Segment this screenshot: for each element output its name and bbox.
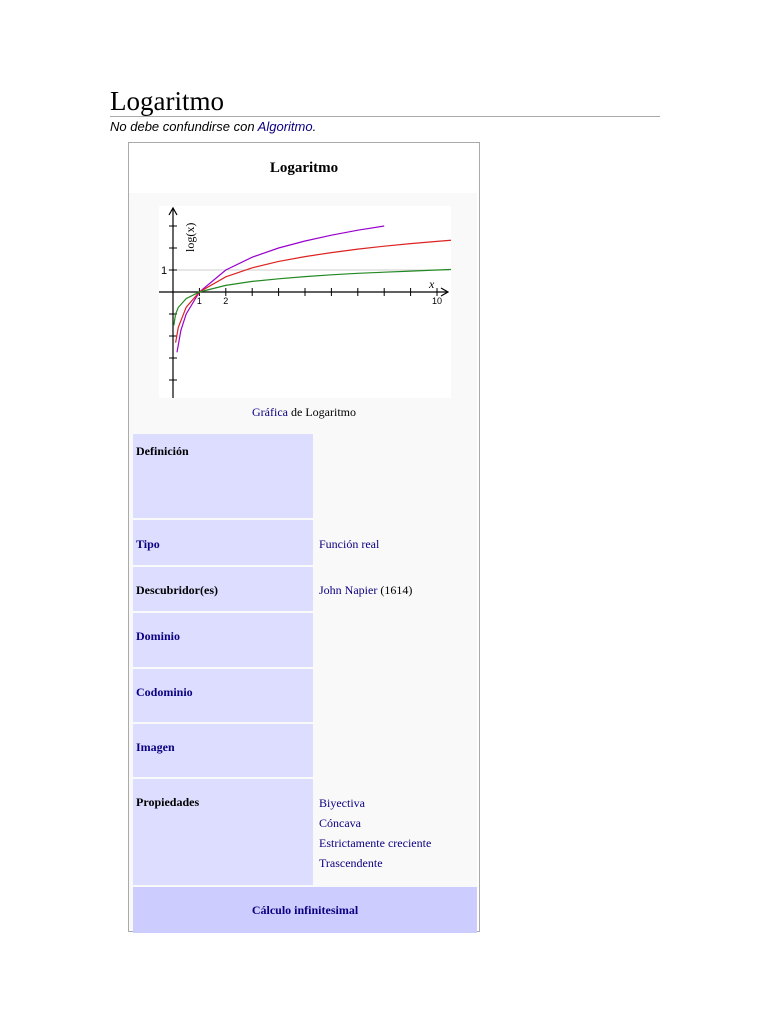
imagen-link[interactable]: Imagen bbox=[136, 740, 175, 754]
image-caption bbox=[129, 405, 479, 420]
curve-base-e bbox=[176, 239, 451, 342]
calculo-infinitesimal-header[interactable] bbox=[133, 887, 477, 933]
concava-link[interactable]: Cóncava bbox=[319, 816, 361, 830]
logarithm-graph[interactable] bbox=[159, 206, 451, 398]
row-value-propiedades bbox=[316, 779, 475, 885]
curve-base-2 bbox=[177, 226, 384, 352]
row-label-imagen[interactable] bbox=[133, 724, 313, 777]
codominio-link[interactable]: Codominio bbox=[136, 685, 193, 699]
biyectiva-link[interactable]: Biyectiva bbox=[319, 796, 365, 810]
hatnote bbox=[110, 119, 316, 135]
calculo-infinitesimal-link[interactable]: Cálculo infinitesimal bbox=[251, 902, 359, 917]
row-label-descubridor: Descubridor(es) bbox=[133, 567, 313, 611]
row-value-dominio bbox=[316, 613, 475, 667]
chart-axes bbox=[159, 208, 449, 398]
row-label-tipo[interactable] bbox=[133, 520, 313, 565]
page-title: Logaritmo bbox=[110, 86, 224, 116]
caption-rest: de Logaritmo bbox=[288, 405, 356, 419]
row-value-descubridor bbox=[316, 567, 475, 611]
y-tick-label: 1 bbox=[161, 265, 168, 277]
chart-curves bbox=[174, 226, 451, 352]
row-value-imagen bbox=[316, 724, 475, 777]
row-value-tipo bbox=[316, 520, 475, 565]
row-value-codominio bbox=[316, 669, 475, 722]
x-tick-label: 1 bbox=[196, 296, 202, 306]
row-label-definicion: Definición bbox=[133, 434, 313, 518]
tipo-link[interactable]: Tipo bbox=[136, 537, 160, 551]
hatnote-suffix: . bbox=[312, 119, 317, 134]
row-label-dominio[interactable] bbox=[133, 613, 313, 667]
curve-base-10 bbox=[174, 269, 451, 325]
y-axis-label: log(x) bbox=[183, 222, 197, 252]
dominio-link[interactable]: Dominio bbox=[136, 629, 181, 643]
row-value-definicion bbox=[316, 434, 475, 518]
john-napier-link[interactable]: John Napier bbox=[319, 583, 378, 597]
logarithm-chart bbox=[159, 206, 451, 398]
chart-labels bbox=[161, 223, 442, 306]
x-axis-label: x bbox=[429, 277, 435, 291]
estrictamente-creciente-link[interactable]: Estrictamente creciente bbox=[319, 836, 432, 850]
x-tick-label: 2 bbox=[223, 296, 229, 306]
row-label-propiedades: Propiedades bbox=[133, 779, 313, 885]
trascendente-link[interactable]: Trascendente bbox=[319, 856, 383, 870]
row-label-codominio[interactable] bbox=[133, 669, 313, 722]
descubridor-year: (1614) bbox=[377, 583, 413, 597]
infobox bbox=[128, 142, 480, 932]
infobox-title: Logaritmo bbox=[129, 143, 479, 193]
infobox-edge bbox=[477, 143, 479, 931]
title-divider bbox=[110, 116, 660, 117]
x-tick-label: 10 bbox=[431, 296, 443, 306]
hatnote-prefix: No debe confundirse con bbox=[110, 119, 258, 134]
grafica-link[interactable]: Gráfica bbox=[252, 405, 288, 419]
funcion-real-link[interactable]: Función real bbox=[319, 537, 380, 551]
algoritmo-link[interactable]: Algoritmo bbox=[257, 119, 313, 134]
